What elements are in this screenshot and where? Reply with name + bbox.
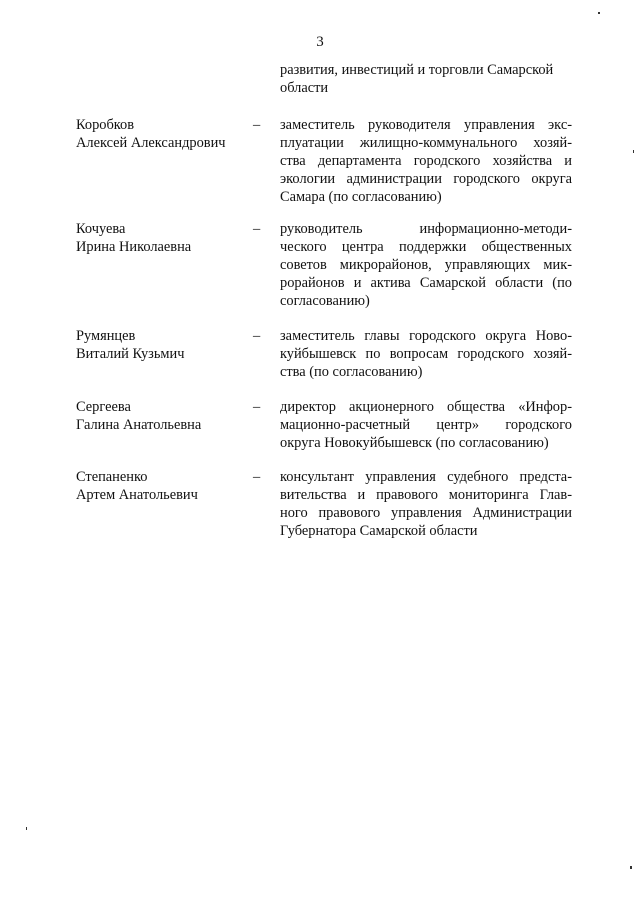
role-line: заместитель руководителя управления экс- (280, 117, 572, 133)
scan-speck (26, 827, 27, 830)
role-line: округа Новокуйбышевск (по согласованию) (280, 435, 549, 451)
role-line: экологии администрации городского округа (280, 171, 572, 187)
continuation-text (280, 61, 572, 97)
role-line: мационно-расчетный центр» городского (280, 417, 572, 433)
member-given-names: Виталий Кузьмич (76, 346, 185, 362)
member-name (76, 398, 246, 434)
member-role (280, 327, 572, 381)
scan-speck (630, 866, 632, 869)
role-line: ческого центра поддержки общественных (280, 239, 572, 255)
scan-speck (633, 150, 634, 153)
dash-separator: – (253, 469, 261, 485)
member-role (280, 116, 572, 206)
scan-speck (598, 12, 600, 14)
continuation-line: развития, инвестиций и торговли Самарской (280, 62, 554, 78)
role-line: рорайонов и актива Самарской области (по (280, 275, 572, 291)
role-line: консультант управления судебного предста- (280, 469, 572, 485)
member-surname: Кочуева (76, 221, 126, 237)
role-line: Губернатора Самарской области (280, 523, 478, 539)
member-given-names: Ирина Николаевна (76, 239, 192, 255)
member-given-names: Алексей Александрович (76, 135, 226, 151)
member-role (280, 468, 572, 540)
member-surname: Степаненко (76, 469, 148, 485)
role-line: вительства и правового мониторинга Глав- (280, 487, 572, 503)
role-line: советов микрорайонов, управляющих мик- (280, 257, 572, 273)
dash-separator: – (253, 221, 261, 237)
member-given-names: Галина Анатольевна (76, 417, 202, 433)
member-surname: Румянцев (76, 328, 136, 344)
member-surname: Сергеева (76, 399, 131, 415)
role-line: ного правового управления Администрации (280, 505, 572, 521)
role-line: плуатации жилищно-коммунального хозяй- (280, 135, 572, 151)
member-surname: Коробков (76, 117, 135, 133)
role-line: руководитель информационно-методи- (280, 221, 572, 237)
dash-separator: – (253, 328, 261, 344)
role-line: согласованию) (280, 293, 370, 309)
role-line: куйбышевск по вопросам городского хозяй- (280, 346, 572, 362)
member-name (76, 327, 246, 363)
role-line: ства (по согласованию) (280, 364, 423, 380)
member-name (76, 468, 246, 504)
role-line: Самара (по согласованию) (280, 189, 442, 205)
role-line: ства департамента городского хозяйства и (280, 153, 572, 169)
role-line: заместитель главы городского округа Ново- (280, 328, 572, 344)
dash-separator: – (253, 399, 261, 415)
dash-separator: – (253, 117, 261, 133)
page-number: 3 (316, 34, 324, 50)
member-name (76, 220, 246, 256)
continuation-line: области (280, 80, 329, 96)
member-given-names: Артем Анатольевич (76, 487, 198, 503)
role-line: директор акционерного общества «Инфор- (280, 399, 572, 415)
member-role (280, 220, 572, 310)
member-role (280, 398, 572, 452)
member-name (76, 116, 246, 152)
